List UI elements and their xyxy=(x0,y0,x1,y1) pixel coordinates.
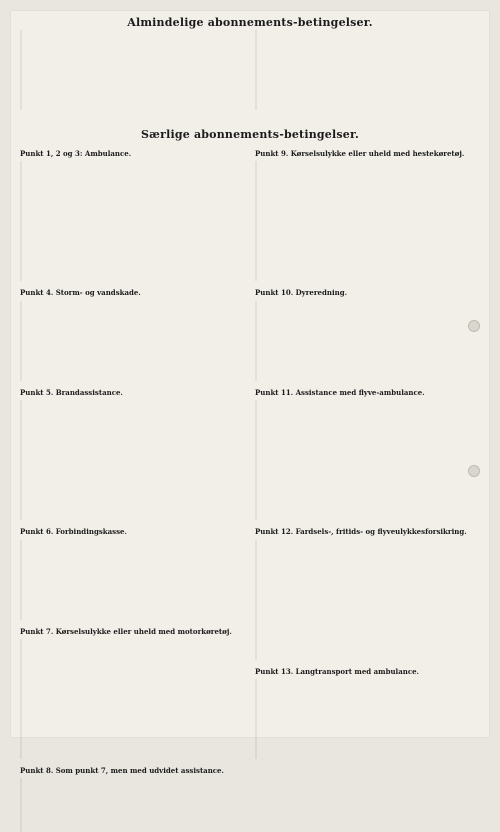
section-heading: Punkt 6. Forbindingskasse. xyxy=(20,527,127,537)
section-body xyxy=(255,400,480,520)
special-terms-right-column xyxy=(255,142,480,832)
section-heading: Punkt 5. Brandassistance. xyxy=(20,387,123,397)
punch-hole xyxy=(468,465,480,477)
section-body xyxy=(255,679,480,759)
section-body xyxy=(20,400,245,520)
general-terms-left xyxy=(20,30,245,110)
section-heading: Punkt 7. Kørselsulykke eller uheld med motorkøretøj. xyxy=(20,626,232,636)
section-body xyxy=(255,540,480,660)
document-title: Almindelige abonnements-betingelser. xyxy=(127,16,373,29)
section-heading: Punkt 11. Assistance med flyve-ambulance. xyxy=(255,387,425,397)
special-terms-area xyxy=(10,142,490,775)
section-heading: Punkt 10. Dyreredning. xyxy=(255,288,348,298)
document-page xyxy=(10,10,490,775)
section-heading: Punkt 1, 2 og 3: Ambulance. xyxy=(20,149,132,158)
special-terms-columns xyxy=(10,142,490,832)
section-body xyxy=(20,540,245,620)
special-terms-left-column xyxy=(20,142,245,832)
general-terms-columns xyxy=(10,30,490,110)
punch-hole xyxy=(468,320,480,332)
section-body xyxy=(255,161,480,281)
section-body xyxy=(20,639,245,759)
section-body xyxy=(20,161,245,281)
section-heading: Punkt 8. Som punkt 7, men med udvidet assistance. xyxy=(20,765,224,775)
section-body xyxy=(255,301,480,381)
section-heading: Punkt 4. Storm- og vandskade. xyxy=(20,288,141,298)
section-body xyxy=(20,301,245,381)
general-terms-area xyxy=(10,30,490,122)
document-subtitle: Særlige abonnements-betingelser. xyxy=(141,128,359,141)
section-body xyxy=(20,778,245,832)
section-heading: Punkt 12. Fardsels-, fritids- og flyveulykkesforsikring. xyxy=(255,527,467,537)
general-terms-right xyxy=(255,30,480,110)
section-heading: Punkt 9. Kørselsulykke eller uheld med hestekøretøj. xyxy=(255,149,465,158)
section-heading: Punkt 13. Langtransport med ambulance. xyxy=(255,666,419,676)
